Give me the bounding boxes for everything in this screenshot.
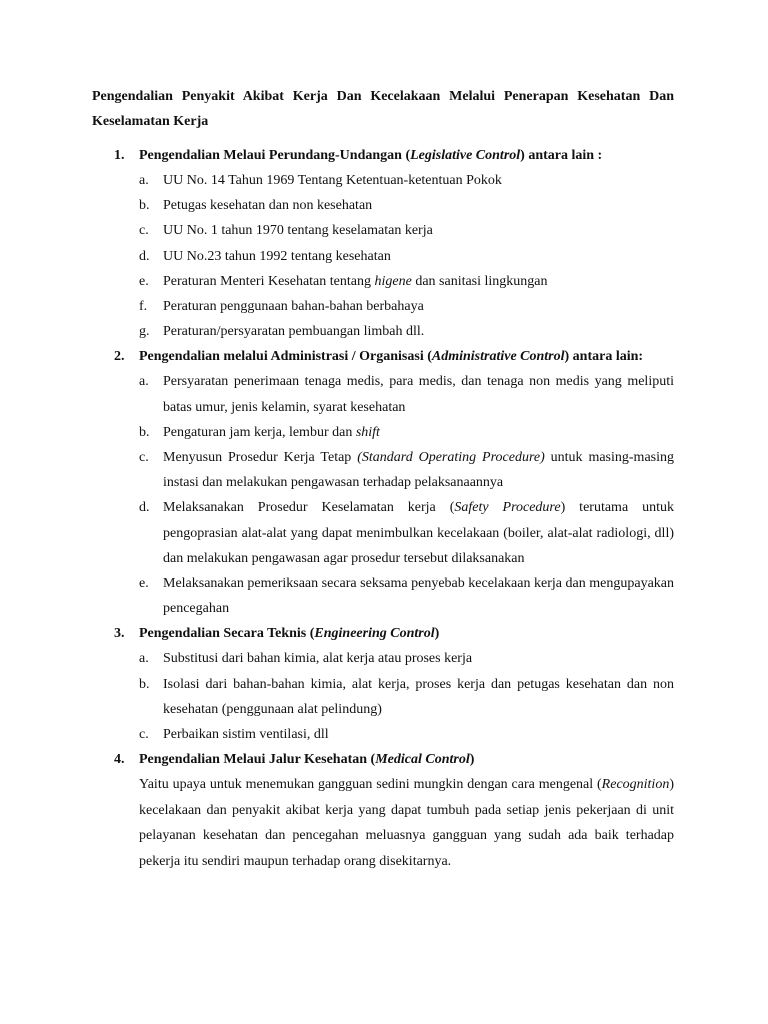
item-text: Persyaratan penerimaan tenaga medis, para medis, dan tenaga non medis yang meliputi batas umur, jenis kelamin, syarat kesehatan <box>163 374 674 415</box>
item-list <box>139 168 674 344</box>
heading-italic-text: Medical Control <box>375 752 470 768</box>
item-italic-text: (Standard Operating Procedure) <box>357 450 545 466</box>
heading-italic-text: Legislative Control <box>410 148 521 163</box>
item-letter: a. <box>139 173 149 188</box>
list-item <box>139 218 674 243</box>
item-letter: c. <box>139 727 149 743</box>
heading-text: Pengendalian Melaui Jalur Kesehatan ( <box>139 752 376 768</box>
heading-italic-text: Administrative Control <box>431 349 565 365</box>
list-item <box>139 571 674 621</box>
item-letter: a. <box>139 651 149 667</box>
item-text: Peraturan Menteri Kesehatan tentang <box>163 273 375 289</box>
list-item <box>139 193 674 218</box>
item-letter: e. <box>139 576 149 592</box>
list-item <box>139 369 674 419</box>
item-text: ) terutama untuk pengoprasian alat-alat yang dapat menimbulkan kecelakaan (boiler, alat-alat radiologi, dll) dan melakukan pengawasan agar prosedur tersebut dilaksanakan <box>163 500 674 566</box>
item-text: UU No. 1 tahun 1970 tentang keselamatan kerja <box>163 223 433 239</box>
section-number: 2. <box>114 349 125 365</box>
list-item <box>139 244 674 269</box>
list-item <box>139 495 674 571</box>
heading-text: Pengendalian melalui Administrasi / Organisasi ( <box>139 349 432 365</box>
paragraph-text: ) kecelakaan dan penyakit akibat kerja yang dapat tumbuh pada setiap jenis pekerjaan di unit pelayanan kesehatan dan pencegahan meluasnya gangguan yang sudah ada baik terhadap pekerja itu sendiri maupun terhadap orang disekitarnya. <box>139 777 674 869</box>
item-letter: c. <box>139 223 149 239</box>
item-italic-text: Safety Procedure <box>454 500 561 516</box>
item-text: Menyusun Prosedur Kerja Tetap <box>163 450 358 466</box>
item-text: UU No. 14 Tahun 1969 Tentang Ketentuan-ketentuan Pokok <box>163 173 502 188</box>
item-text: Isolasi dari bahan-bahan kimia, alat kerja, proses kerja dan petugas kesehatan dan non kesehatan (penggunaan alat pelindung) <box>163 676 674 717</box>
paragraph-text: Yaitu upaya untuk menemukan gangguan sedini mungkin dengan cara mengenal ( <box>139 777 602 793</box>
item-text: Substitusi dari bahan kimia, alat kerja atau proses kerja <box>163 651 473 667</box>
heading-italic-text: Engineering Control <box>314 626 435 642</box>
list-item <box>139 672 674 722</box>
list-item <box>139 420 674 445</box>
list-item <box>139 445 674 495</box>
item-letter: g. <box>139 324 150 340</box>
section-paragraph <box>139 772 674 874</box>
item-text: Pengaturan jam kerja, lembur dan <box>163 424 356 440</box>
document-content <box>92 143 674 874</box>
item-text: Perbaikan sistim ventilasi, dll <box>163 727 329 743</box>
item-italic-text: shift <box>355 424 380 440</box>
item-text: Peraturan/persyaratan pembuangan limbah dll. <box>163 324 425 340</box>
item-text: dan sanitasi lingkungan <box>411 273 548 289</box>
item-list <box>139 369 674 621</box>
item-letter: a. <box>139 374 149 390</box>
item-letter: b. <box>139 424 150 440</box>
item-list <box>139 646 674 747</box>
heading-text: Pengendalian Melaui Perundang-Undangan ( <box>139 148 411 163</box>
list-item <box>139 646 674 671</box>
item-text: UU No.23 tahun 1992 tentang kesehatan <box>163 248 391 264</box>
section-heading <box>139 747 674 772</box>
section-heading <box>139 621 674 646</box>
section-number: 3. <box>114 626 125 642</box>
item-text: Melaksanakan pemeriksaan secara seksama penyebab kecelakaan kerja dan mengupayakan pencegahan <box>163 576 674 617</box>
item-letter: b. <box>139 676 150 692</box>
section-4 <box>92 747 674 874</box>
heading-text: ) antara lain: <box>564 349 644 365</box>
heading-text: ) antara lain : <box>520 148 603 163</box>
heading-text: Pengendalian Secara Teknis ( <box>139 626 315 642</box>
heading-text: ) <box>434 626 440 642</box>
item-text: Melaksanakan Prosedur Keselamatan kerja ( <box>163 500 455 516</box>
list-item <box>139 722 674 747</box>
item-letter: d. <box>139 248 150 264</box>
section-3 <box>92 621 674 747</box>
section-heading <box>139 344 674 369</box>
list-item <box>139 294 674 319</box>
section-number: 4. <box>114 752 125 768</box>
section-1 <box>92 143 674 344</box>
item-italic-text: higene <box>374 273 412 289</box>
paragraph-italic-text: Recognition <box>601 777 670 793</box>
item-letter: e. <box>139 273 149 289</box>
heading-text: ) <box>469 752 475 768</box>
item-text: Peraturan penggunaan bahan-bahan berbahaya <box>163 299 424 315</box>
section-2 <box>92 344 674 621</box>
item-letter: b. <box>139 198 150 214</box>
list-item <box>139 319 674 344</box>
list-item <box>139 269 674 294</box>
item-letter: f. <box>139 299 148 315</box>
section-heading <box>139 143 674 168</box>
section-number: 1. <box>114 148 125 163</box>
item-text: Petugas kesehatan dan non kesehatan <box>163 198 373 214</box>
item-letter: c. <box>139 450 149 466</box>
list-item <box>139 168 674 193</box>
document-title: Pengendalian Penyakit Akibat Kerja Dan Kecelakaan Melalui Penerapan Kesehatan Dan Keselamatan Kerja <box>92 89 674 129</box>
item-letter: d. <box>139 500 150 516</box>
item-text: untuk masing-masing instasi dan melakukan pengawasan terhadap pelaksanaannya <box>163 450 674 491</box>
